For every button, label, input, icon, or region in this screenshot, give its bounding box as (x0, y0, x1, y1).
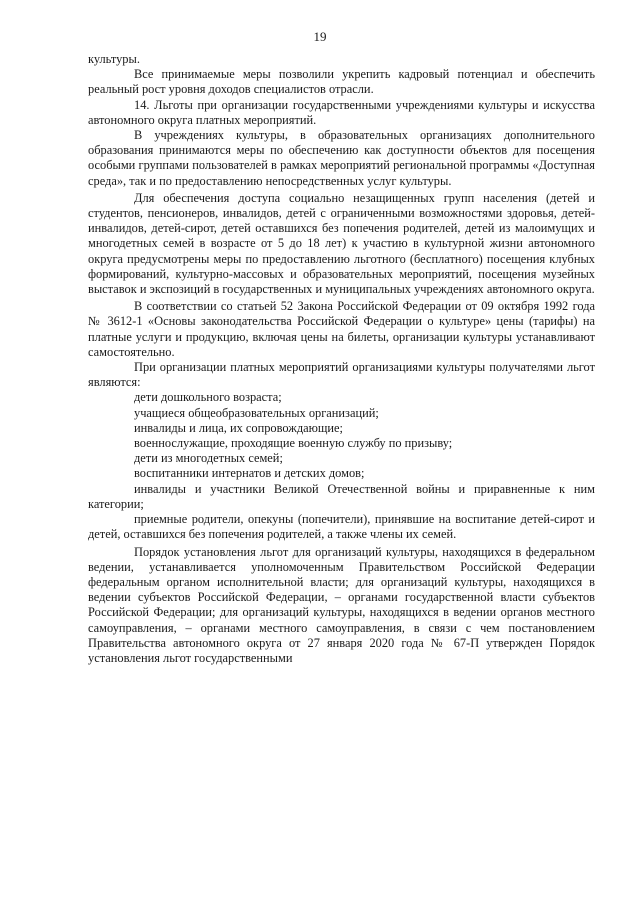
list-item: инвалиды и участники Великой Отечественной войны и приравненные к ним категории; (88, 481, 595, 511)
paragraph: В соответствии со статьей 52 Закона Российской Федерации от 09 октября 1992 года № 3612-1 «Основы законодательства Российской Федерации о культуре» цены (тарифы) на платные услуги и продукцию, включая цены на билеты, организации культуры устанавливают самостоятельно. (88, 299, 595, 359)
paragraph: При организации платных мероприятий организациями культуры получателями льгот являются: (88, 360, 595, 390)
list-item: дети дошкольного возраста; (134, 390, 282, 405)
page-number: 19 (313, 29, 327, 44)
paragraph: Порядок установления льгот для организаций культуры, находящихся в федеральном ведении, устанавливается уполномоченным Правительством Российской Федерации федеральным органом исполнительной власти; для организаций культуры, находящихся в ведении субъектов Российской Федерации, – органами государственной власти субъектов Российской Федерации; для организаций культуры, находящихся в ведении органов местного самоуправления, – органами местного самоуправления, в связи с чем постановлением Правительства автономного округа от 27 января 2020 года № 67-П утвержден Порядок установления льгот государственными (88, 544, 595, 665)
paragraph: В учреждениях культуры, в образовательных организациях дополнительного образования принимаются меры по обеспечению как доступности объектов для посещения особыми группами пользователей в рамках мероприятий региональной программы «Доступная среда», так и по предоставлению непосредственных услуг культуры. (88, 128, 595, 188)
paragraph: Все принимаемые меры позволили укрепить кадровый потенциал и обеспечить реальный рост уровня доходов специалистов отрасли. (88, 67, 595, 97)
list-item: военнослужащие, проходящие военную службу по призыву; (134, 436, 453, 451)
list-item: инвалиды и лица, их сопровождающие; (134, 420, 343, 435)
list-item: воспитанники интернатов и детских домов; (134, 466, 365, 481)
list-item: дети из многодетных семей; (134, 451, 283, 466)
list-item: приемные родители, опекуны (попечители), принявшие на воспитание детей-сирот и детей, оставшихся без попечения родителей, а также члены их семей. (88, 512, 595, 542)
section-heading: 14. Льготы при организации государственными учреждениями культуры и искусства автономного округа платных мероприятий. (88, 97, 595, 127)
document-body (88, 52, 595, 666)
list-item: учащиеся общеобразовательных организаций; (134, 405, 379, 420)
paragraph: Для обеспечения доступа социально незащищенных групп населения (детей и студентов, пенсионеров, инвалидов, детей с ограниченными возможностями здоровья, детей-инвалидов, детей-сирот, детей оставшихся без попечения родителей, детей из малоимущих и многодетных семей в возрасте от 5 до 18 лет) к участию в культурной жизни автономного округа предусмотрены меры по предоставлению льготного (бесплатного) посещения клубных формирований, культурно-массовых и образовательных мероприятий, посещения музейных выставок и экспозиций в государственных и муниципальных учреждениях автономного округа. (88, 190, 595, 297)
paragraph-continuation: культуры. (88, 52, 140, 66)
